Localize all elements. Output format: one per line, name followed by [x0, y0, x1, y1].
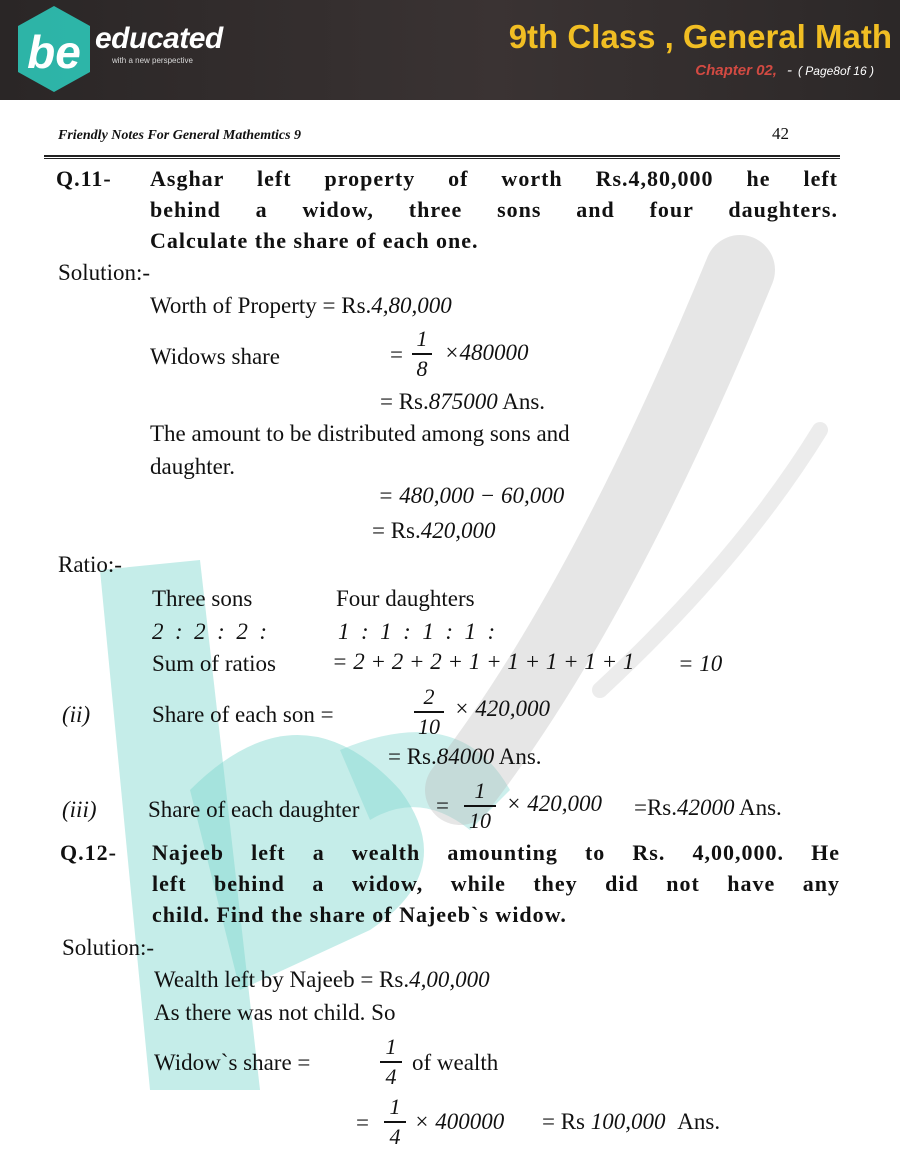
fraction-denominator: 4: [385, 1063, 397, 1089]
no-child-line: As there was not child. So: [154, 1000, 396, 1025]
chapter-line: [695, 62, 874, 80]
fraction-one-quarter: [380, 1034, 402, 1090]
worth-value: 4,80,000: [371, 293, 452, 318]
fraction-two-tenths: [414, 684, 444, 740]
times-420000: × 420,000: [454, 696, 551, 721]
ans-label: Ans.: [498, 744, 542, 769]
widows-share-eq: =: [390, 342, 403, 367]
widows-share-label: Widows share: [150, 344, 281, 369]
difference-result: [372, 518, 496, 544]
wealth-left: [154, 967, 490, 993]
widow-value: 875000: [428, 389, 498, 414]
ans-label: Ans.: [677, 1109, 721, 1134]
distribute-line-1: The amount to be distributed among sons and: [150, 421, 570, 446]
header-rule: [44, 155, 840, 157]
wealth-value: 4,00,000: [409, 967, 490, 992]
times-420000-b: × 420,000: [506, 791, 603, 816]
ratio-label: Ratio:-: [58, 552, 122, 577]
three-sons-label: Three sons: [152, 586, 253, 611]
q12-line-1: Najeeb left a wealth amounting to Rs. 4,00,000. He: [152, 840, 840, 865]
times-480000: ×480000: [444, 340, 529, 365]
son-value: 84000: [436, 744, 495, 769]
daughter-value: 42000: [677, 795, 735, 820]
fraction-numerator: 2: [423, 684, 435, 709]
q12-line-3: child. Find the share of Najeeb`s widow.: [152, 902, 567, 927]
fraction-one-eighth: [412, 326, 432, 382]
result-prefix: = Rs.: [380, 389, 429, 414]
fraction-denominator: 10: [418, 713, 440, 739]
chapter-label: Chapter 02,: [695, 62, 777, 79]
share-each-son-label: Share of each son =: [152, 702, 334, 727]
result-prefix: = Rs.: [388, 744, 437, 769]
difference-value: 420,000: [420, 518, 496, 543]
worth-of-property: [150, 293, 452, 319]
sum-of-ratios-label: Sum of ratios: [152, 651, 276, 676]
result-prefix: = Rs.: [372, 518, 421, 543]
running-title: Friendly Notes For General Mathemtics 9: [58, 128, 302, 143]
ratio-sons: 2 : 2 : 2 :: [152, 619, 267, 644]
fraction-numerator: 1: [389, 1094, 401, 1119]
q12-label: Q.12-: [60, 840, 117, 865]
fraction-numerator: 1: [416, 326, 428, 351]
chapter-dash: -: [786, 62, 792, 79]
header-banner: [0, 0, 900, 100]
result-prefix: = Rs: [542, 1109, 586, 1134]
q11-line-3: Calculate the share of each one.: [150, 228, 479, 253]
share-each-son-result: [388, 744, 542, 770]
header-rule-thin: [44, 158, 840, 159]
widow-share-label: Widow`s share =: [154, 1050, 311, 1075]
fraction-numerator: 1: [474, 778, 486, 803]
share-each-daughter-result: [634, 795, 782, 821]
q11-label: Q.11-: [56, 166, 112, 191]
of-wealth: of wealth: [412, 1050, 499, 1075]
fraction-numerator: 1: [385, 1034, 397, 1059]
part-iii-label: (iii): [62, 797, 97, 822]
page-number: 42: [772, 124, 789, 143]
fraction-denominator: 10: [469, 807, 491, 833]
q11-solution-label: Solution:-: [58, 260, 151, 285]
sum-of-ratios-expression: = 2 + 2 + 2 + 1 + 1 + 1 + 1 + 1: [332, 649, 635, 674]
logo-wordmark: educated: [95, 22, 223, 55]
difference-expression: = 480,000 − 60,000: [378, 483, 565, 508]
ratio-daughters: 1 : 1 : 1 : 1 :: [338, 619, 496, 644]
ans-label: Ans.: [739, 795, 782, 820]
share-each-daughter-label: Share of each daughter: [148, 797, 360, 822]
logo-tagline: with a new perspective: [112, 56, 193, 65]
fraction-one-quarter-b: [384, 1094, 406, 1150]
q12-line-2: left behind a widow, while they did not have any: [152, 871, 840, 896]
q12-solution-label: Solution:-: [62, 935, 155, 960]
result-prefix: =Rs.: [634, 795, 678, 820]
final-eq: =: [356, 1110, 369, 1135]
fraction-denominator: 4: [389, 1123, 401, 1149]
sum-of-ratios-result: = 10: [678, 651, 723, 676]
ans-label: Ans.: [502, 389, 546, 414]
be-logo-icon: [14, 4, 94, 94]
times-400000: × 400000: [414, 1109, 505, 1134]
fraction-one-tenth: [464, 778, 496, 834]
part-ii-label: (ii): [62, 702, 91, 727]
fraction-denominator: 8: [416, 355, 428, 381]
worth-label: Worth of Property = Rs.: [150, 293, 372, 318]
final-result: [542, 1109, 720, 1135]
q11-line-2: behind a widow, three sons and four daughters.: [150, 197, 838, 222]
q11-line-1: Asghar left property of worth Rs.4,80,000 he left: [150, 166, 838, 191]
daughter-eq: =: [436, 793, 449, 818]
page-indicator: ( Page8of 16 ): [797, 64, 874, 78]
final-value: 100,000: [590, 1109, 666, 1134]
wealth-label: Wealth left by Najeeb = Rs.: [154, 967, 410, 992]
page-title: 9th Class , General Math: [508, 18, 892, 55]
four-daughters-label: Four daughters: [336, 586, 475, 611]
distribute-line-2: daughter.: [150, 454, 235, 479]
logo-be-text: be: [27, 26, 81, 78]
widows-share-result: [380, 389, 545, 415]
